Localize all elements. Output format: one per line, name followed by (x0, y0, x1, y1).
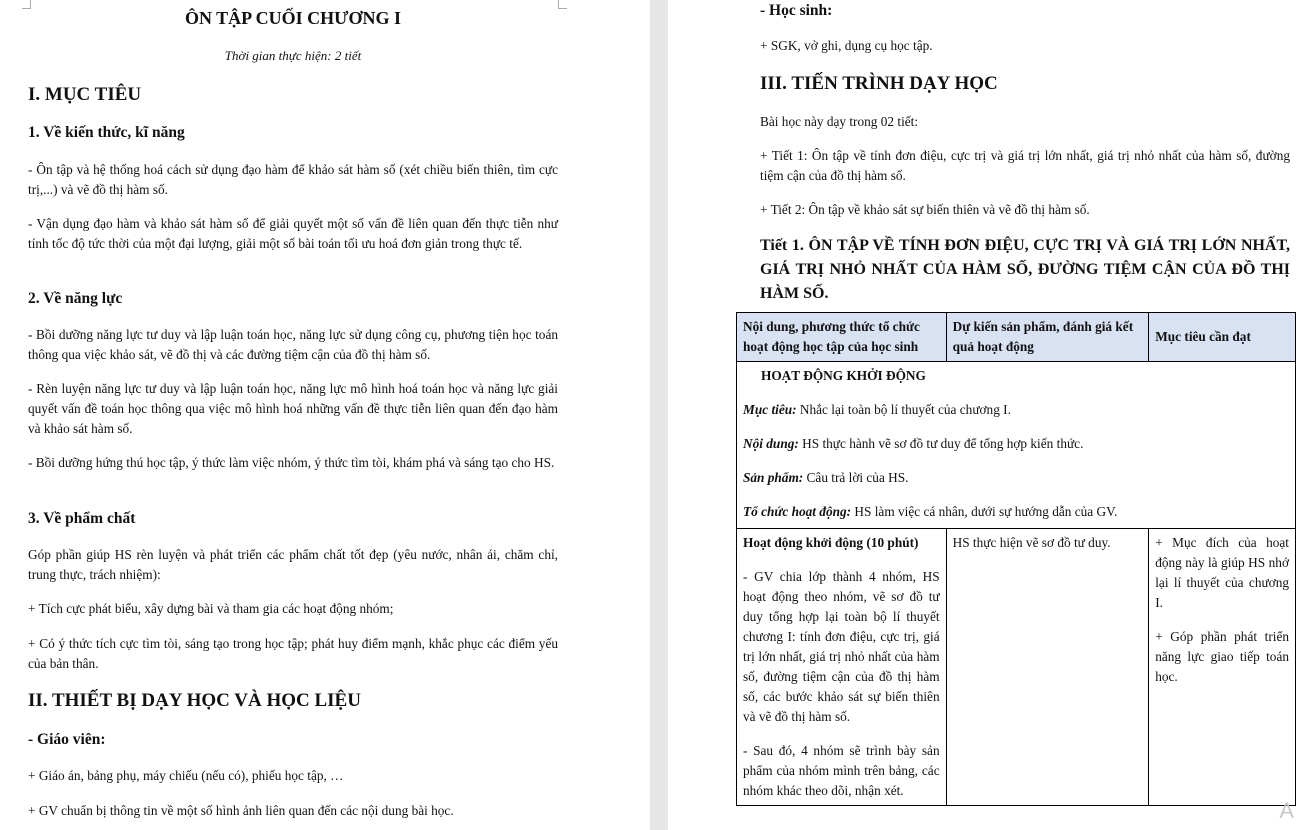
cell-paragraph: + Mục đích của hoạt động này là giúp HS nhớ lại lí thuyết của chương I. (1155, 535, 1289, 610)
activity-content (743, 434, 1289, 454)
table-header-cell: Nội dung, phương thức tổ chức hoạt động học tập của học sinh (737, 313, 947, 362)
scroll-indicator-icon[interactable]: A (1279, 798, 1294, 823)
paragraph: + Tiết 1: Ôn tập về tính đơn điệu, cực trị và giá trị lớn nhất, giá trị nhỏ nhất của hàm số, đường tiệm cận của đồ thị hàm số. (760, 148, 1290, 183)
subsection-heading-qualities: 3. Về phẩm chất (28, 510, 136, 527)
subsection-heading-knowledge: 1. Về kiến thức, kĩ năng (28, 124, 185, 141)
paragraph: + Tiết 2: Ôn tập về khảo sát sự biến thiên và vẽ đồ thị hàm số. (760, 202, 1090, 217)
activity-goal (743, 400, 1289, 420)
paragraph: + Có ý thức tích cực tìm tòi, sáng tạo trong học tập; phát huy điểm mạnh, khắc phục các điểm yếu của bản thân. (28, 636, 558, 671)
text: Nhắc lại toàn bộ lí thuyết của chương I. (796, 402, 1011, 417)
paragraph: - Vận dụng đạo hàm và khảo sát hàm số để giải quyết một số vấn đề liên quan đến thực tiễn như tính tốc độ tức thời của một đại lượng, giải một số bài toán tối ưu hoá đơn giản trong thực tế. (28, 216, 558, 251)
paragraph: Bài học này dạy trong 02 tiết: (760, 114, 919, 129)
activity-product (743, 468, 1289, 488)
text: HS thực hành vẽ sơ đồ tư duy để tổng hợp kiến thức. (798, 436, 1084, 451)
paragraph: - Rèn luyện năng lực tư duy và lập luận toán học, năng lực mô hình hoá toán học và năng lực giải quyết vấn đề toán học thông qua việc mô hình hoá những vấn đề thực tiễn liên quan đến đạo hàm và khảo sát hàm số. (28, 381, 558, 436)
margin-mark (558, 0, 567, 9)
table-header-cell: Dự kiến sản phẩm, đánh giá kết quả hoạt động (946, 313, 1149, 362)
table-cell-activity-overview (737, 362, 1296, 529)
lesson-plan-table (736, 312, 1296, 806)
subsection-heading-students: - Học sinh: (760, 2, 833, 19)
table-cell (737, 529, 947, 806)
paragraph: Góp phần giúp HS rèn luyện và phát triển các phẩm chất tốt đẹp (yêu nước, nhân ái, chăm chỉ, trung thực, trách nhiệm): (28, 547, 558, 582)
document-title: ÔN TẬP CUỐI CHƯƠNG I (184, 8, 402, 28)
cell-paragraph: + Góp phần phát triển năng lực giao tiếp toán học. (1155, 629, 1289, 684)
subsection-heading-competence: 2. Về năng lực (28, 290, 123, 307)
table-header-cell: Mục tiêu cần đạt (1149, 313, 1296, 362)
table-cell (946, 529, 1149, 806)
table-row (737, 362, 1296, 529)
row-title: Hoạt động khởi động (10 phút) (743, 535, 919, 550)
cell-paragraph: - Sau đó, 4 nhóm sẽ trình bày sản phẩm của nhóm mình trên bảng, các nhóm khác theo dõi, nhận xét. (743, 743, 940, 798)
paragraph: + GV chuẩn bị thông tin về một số hình ảnh liên quan đến các nội dung bài học. (28, 803, 454, 818)
label: Sản phẩm: (743, 470, 804, 485)
section-heading-objectives: I. MỤC TIÊU (28, 84, 142, 105)
subsection-heading-teacher: - Giáo viên: (28, 731, 106, 748)
section-heading-equipment: II. THIẾT BỊ DẠY HỌC VÀ HỌC LIỆU (28, 690, 361, 711)
label: Tổ chức hoạt động: (743, 504, 852, 519)
table-row (737, 529, 1296, 806)
paragraph: - Ôn tập và hệ thống hoá cách sử dụng đạo hàm để khảo sát hàm số (xét chiều biến thiên, tìm cực trị,...) và vẽ đồ thị hàm số. (28, 162, 558, 197)
table-cell (1149, 529, 1296, 806)
paragraph: + Tích cực phát biểu, xây dựng bài và tham gia các hoạt động nhóm; (28, 601, 394, 616)
document-subtitle: Thời gian thực hiện: 2 tiết (224, 48, 362, 63)
text: Câu trả lời của HS. (803, 470, 909, 485)
table-header-row (737, 313, 1296, 362)
paragraph: - Bồi dưỡng năng lực tư duy và lập luận toán học, năng lực sử dụng công cụ, phương tiện học toán thông qua việc khảo sát, vẽ đồ thị và các đường tiệm cận của đồ thị hàm số. (28, 327, 558, 362)
activity-organization (743, 502, 1289, 522)
document-page-right (668, 0, 1298, 830)
paragraph: + SGK, vở ghi, dụng cụ học tập. (760, 38, 933, 53)
paragraph: + Giáo án, bảng phụ, máy chiếu (nếu có), phiếu học tập, … (28, 768, 344, 783)
section-heading-process: III. TIẾN TRÌNH DẠY HỌC (760, 73, 998, 94)
paragraph: - Bồi dưỡng hứng thú học tập, ý thức làm việc nhóm, ý thức tìm tòi, khám phá và sáng tạo cho HS. (28, 455, 555, 470)
label: Mục tiêu: (743, 402, 797, 417)
label: Nội dung: (743, 436, 799, 451)
cell-paragraph: HS thực hiện vẽ sơ đồ tư duy. (952, 535, 1111, 550)
text: HS làm việc cá nhân, dưới sự hướng dẫn của GV. (851, 504, 1118, 519)
lesson-heading: Tiết 1. ÔN TẬP VỀ TÍNH ĐƠN ĐIỆU, CỰC TRỊ VÀ GIÁ TRỊ LỚN NHẤT, GIÁ TRỊ NHỎ NHẤT CỦA HÀM SỐ, ĐƯỜNG TIỆM CẬN CỦA ĐỒ THỊ HÀM SỐ. (760, 237, 1290, 302)
margin-mark (22, 0, 31, 9)
cell-paragraph: - GV chia lớp thành 4 nhóm, HS hoạt động theo nhóm, vẽ sơ đồ tư duy tổng hợp lại toàn bộ lí thuyết chương I: tính đơn điệu, cực trị, giá trị lớn nhất, giá trị nhỏ nhất của hàm số, đường tiệm cận của đồ thị hàm số, các bước khảo sát sự biến thiên và vẽ đồ thị hàm số. (743, 569, 940, 724)
activity-title: HOẠT ĐỘNG KHỞI ĐỘNG (761, 368, 926, 383)
